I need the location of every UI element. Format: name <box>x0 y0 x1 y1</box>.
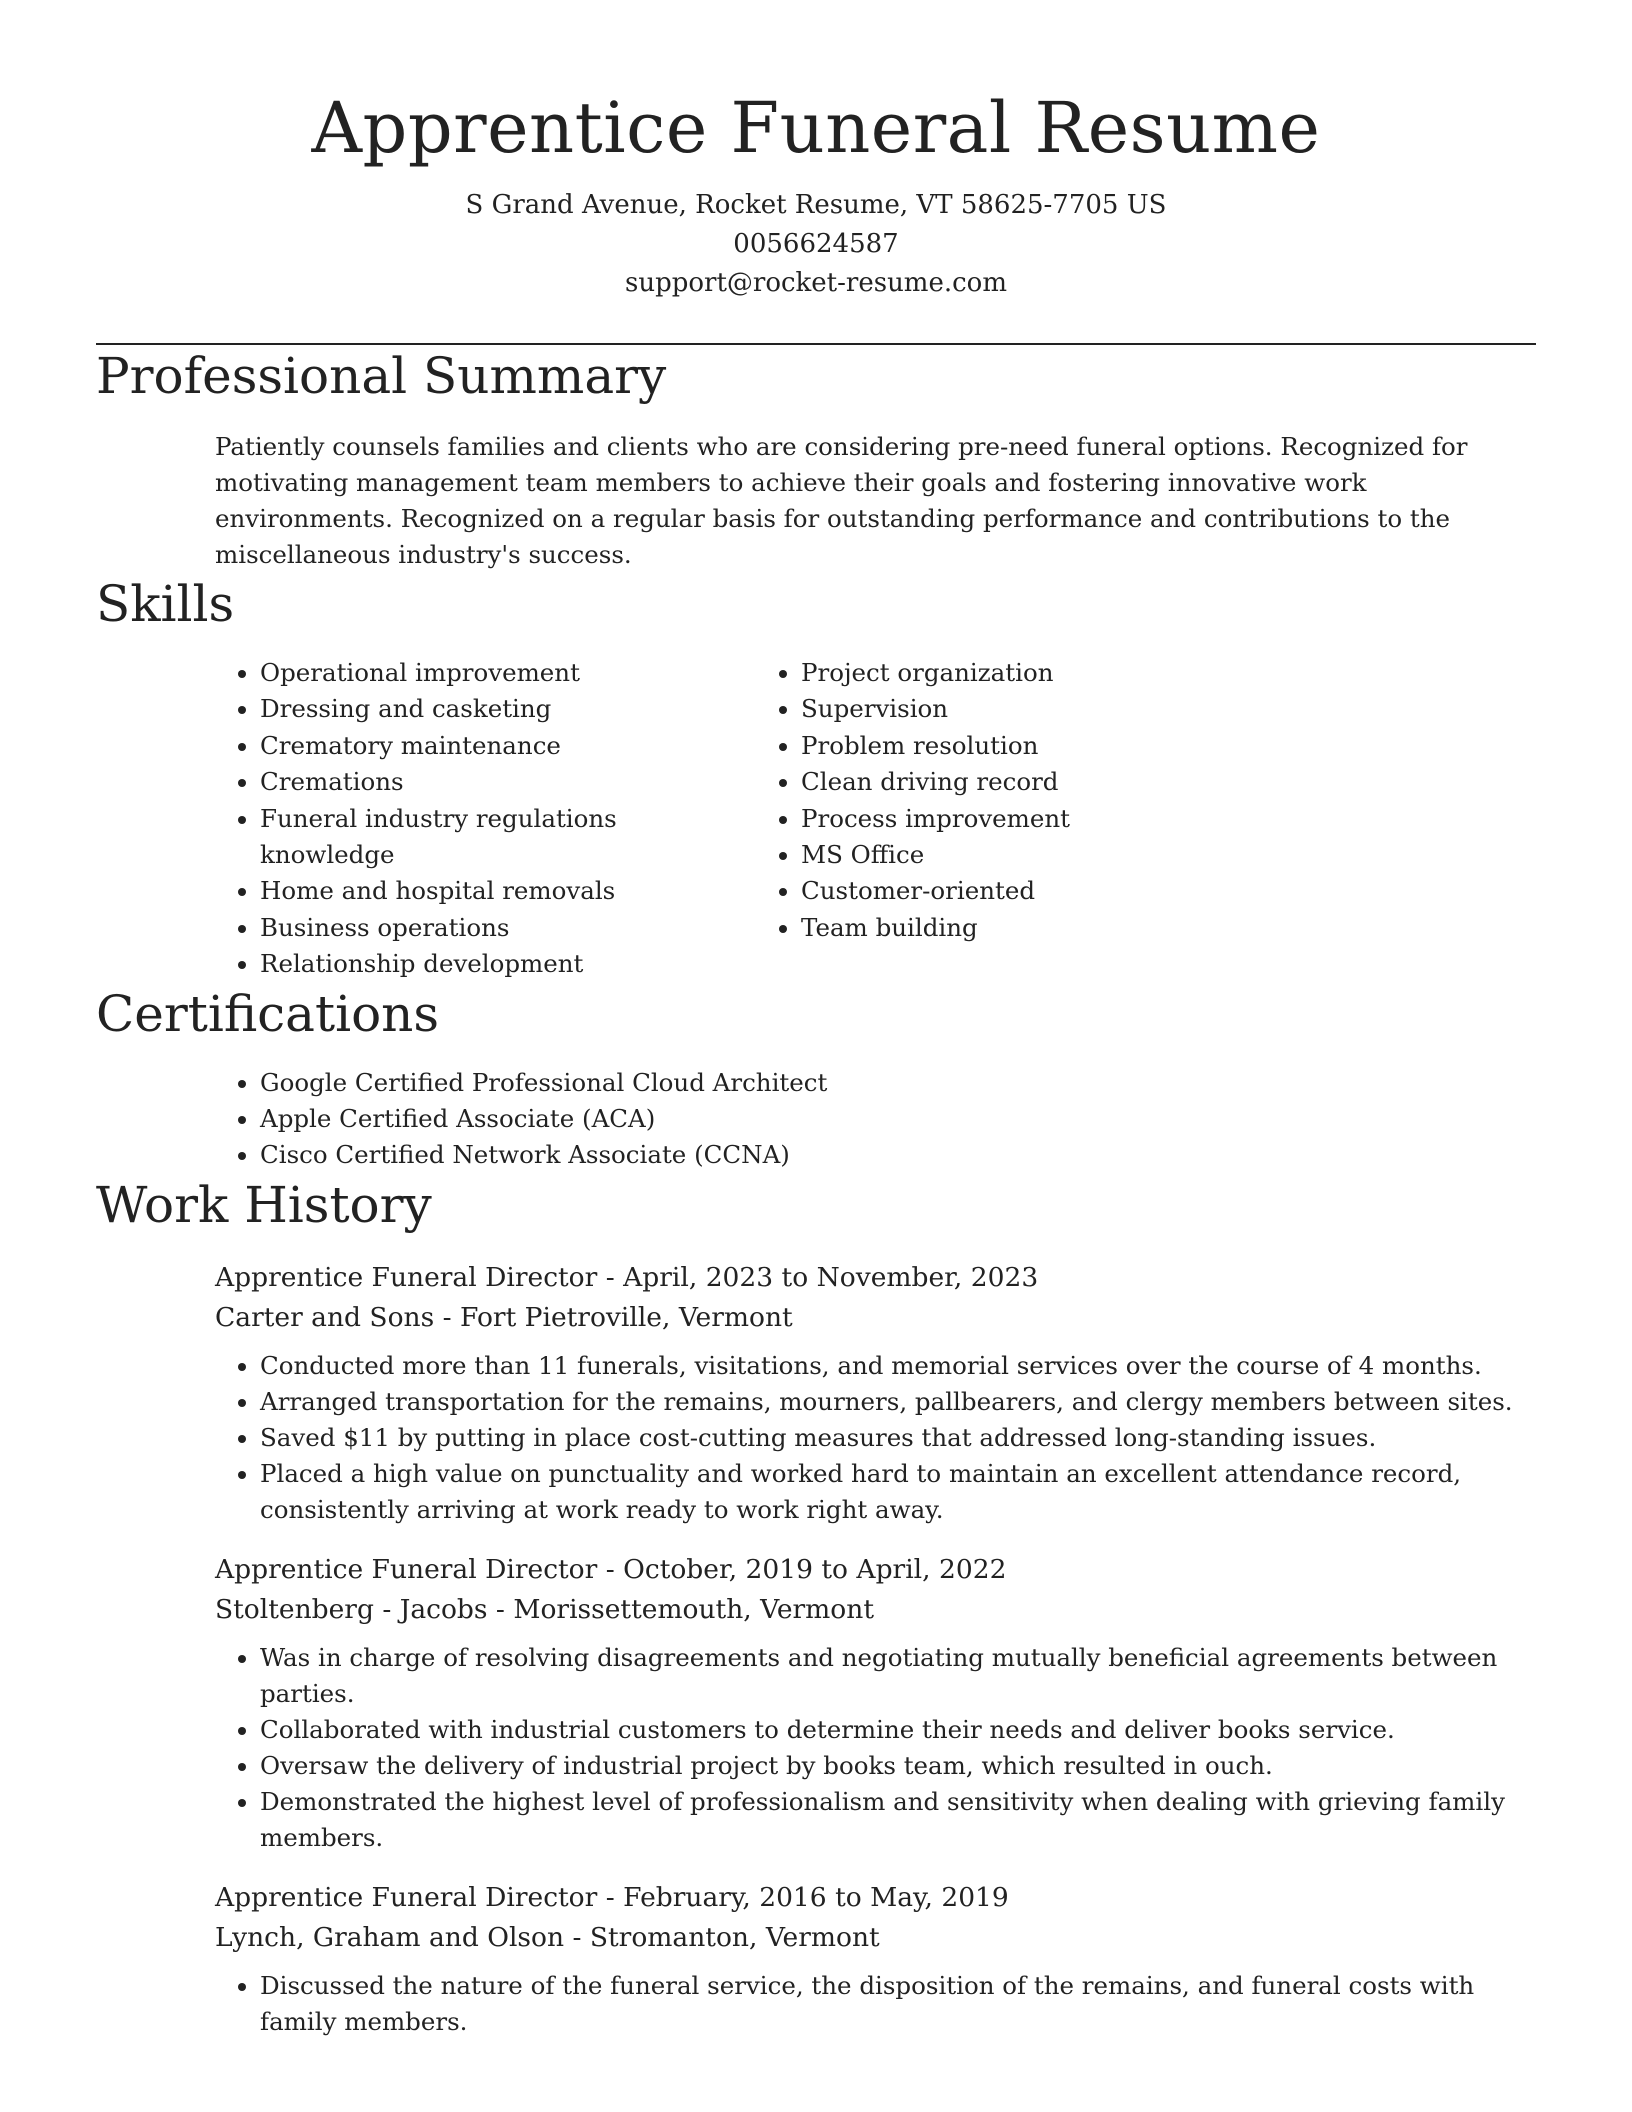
separator: - <box>434 1301 461 1333</box>
contact-block <box>96 186 1536 303</box>
skills-list <box>96 655 1536 983</box>
separator: - <box>597 1553 624 1585</box>
skill-item: • Business operations <box>260 910 748 946</box>
job-dates: February, 2016 to May, 2019 <box>623 1881 1009 1913</box>
job-bullet: • Was in charge of resolving disagreements and negotiating mutually beneficial agreements between parties. <box>260 1640 1536 1712</box>
job-title: Apprentice Funeral Director <box>215 1261 598 1293</box>
job-entry <box>215 1550 1536 1856</box>
skill-item: • MS Office <box>801 837 1070 873</box>
job-bullet: • Placed a high value on punctuality and worked hard to maintain an excellent attendance record, consistently arriving at work ready to work right away. <box>260 1456 1536 1528</box>
resume-header <box>96 0 1536 303</box>
certification-item: • Google Certified Professional Cloud Architect <box>260 1065 1536 1101</box>
job-bullet: • Oversaw the delivery of industrial project by books team, which resulted in ouch. <box>260 1748 1536 1784</box>
skill-item: • Customer-oriented <box>801 873 1070 909</box>
skills-column-2 <box>748 655 1070 983</box>
work-history-heading: Work History <box>96 1175 432 1234</box>
summary-heading: Professional Summary <box>96 347 667 405</box>
job-bullet: • Demonstrated the highest level of professionalism and sensitivity when dealing with grieving family members. <box>260 1784 1536 1856</box>
job-bullets <box>215 1348 1536 1528</box>
job-bullets <box>215 1968 1536 2040</box>
skill-item: • Supervision <box>801 691 1070 727</box>
skill-item: • Clean driving record <box>801 764 1070 800</box>
job-bullet: • Arranged transportation for the remains, mourners, pallbearers, and clergy members between sites. <box>260 1384 1536 1420</box>
company-name: Lynch, Graham and Olson <box>215 1921 565 1953</box>
company-name: Carter and Sons <box>215 1301 435 1333</box>
phone: 0056624587 <box>733 229 899 259</box>
skill-item: • Team building <box>801 910 1070 946</box>
email: support@rocket-resume.com <box>624 268 1007 298</box>
job-location: Stromanton, Vermont <box>589 1921 880 1953</box>
job-company-line <box>215 1590 1536 1630</box>
job-entry <box>215 1258 1536 1528</box>
address: S Grand Avenue, Rocket Resume, VT 58625-7705 US <box>465 190 1167 220</box>
certifications-heading: Certifications <box>96 984 440 1043</box>
certification-item: • Apple Certified Associate (ACA) <box>260 1101 1536 1137</box>
separator: - <box>487 1593 514 1625</box>
skills-heading: Skills <box>96 575 235 633</box>
job-company-line <box>215 1918 1536 1958</box>
job-bullet: • Conducted more than 11 funerals, visitations, and memorial services over the course of 4 months. <box>260 1348 1536 1384</box>
skill-item: • Operational improvement <box>260 655 748 691</box>
job-dates: October, 2019 to April, 2022 <box>623 1553 1007 1585</box>
job-entry <box>215 1878 1536 2040</box>
summary-text: Patiently counsels families and clients who are considering pre-need funeral options. Recognized for motivating management team members to achieve their goals and fostering innovative work environments. Recognized on a regular basis for outstanding performance and contributions to the miscellaneous industry's success. <box>215 432 1468 569</box>
job-title-line <box>215 1878 1536 1918</box>
job-bullet: • Collaborated with industrial customers to determine their needs and deliver books service. <box>260 1712 1536 1748</box>
skill-item: • Cremations <box>260 764 748 800</box>
skill-item: • Process improvement <box>801 801 1070 837</box>
job-dates: April, 2023 to November, 2023 <box>623 1261 1039 1293</box>
skill-item: • Project organization <box>801 655 1070 691</box>
job-location: Morissettemouth, Vermont <box>513 1593 874 1625</box>
certifications-list <box>96 1065 1536 1174</box>
job-title-line <box>215 1258 1536 1298</box>
job-bullet: • Saved $11 by putting in place cost-cutting measures that addressed long-standing issues. <box>260 1420 1536 1456</box>
resume-title: Apprentice Funeral Resume <box>311 87 1321 169</box>
job-company-line <box>215 1298 1536 1338</box>
job-title: Apprentice Funeral Director <box>215 1553 598 1585</box>
separator: - <box>597 1881 624 1913</box>
skill-item: • Relationship development <box>260 946 748 982</box>
job-title-line <box>215 1550 1536 1590</box>
job-location: Fort Pietroville, Vermont <box>460 1301 793 1333</box>
certification-item: • Cisco Certified Network Associate (CCNA) <box>260 1137 1536 1173</box>
job-title: Apprentice Funeral Director <box>215 1881 598 1913</box>
skills-column-1 <box>96 655 748 983</box>
separator: - <box>597 1261 624 1293</box>
skill-item: • Home and hospital removals <box>260 873 748 909</box>
job-bullets <box>215 1640 1536 1856</box>
skill-item: • Crematory maintenance <box>260 728 748 764</box>
skill-item: • Problem resolution <box>801 728 1070 764</box>
job-bullet: • Discussed the nature of the funeral service, the disposition of the remains, and funeral costs with family members. <box>260 1968 1536 2040</box>
skill-item: • Dressing and casketing <box>260 691 748 727</box>
separator: - <box>564 1921 590 1953</box>
skill-item: • Funeral industry regulations knowledge <box>260 801 748 874</box>
company-name: Stoltenberg - Jacobs <box>215 1593 488 1625</box>
